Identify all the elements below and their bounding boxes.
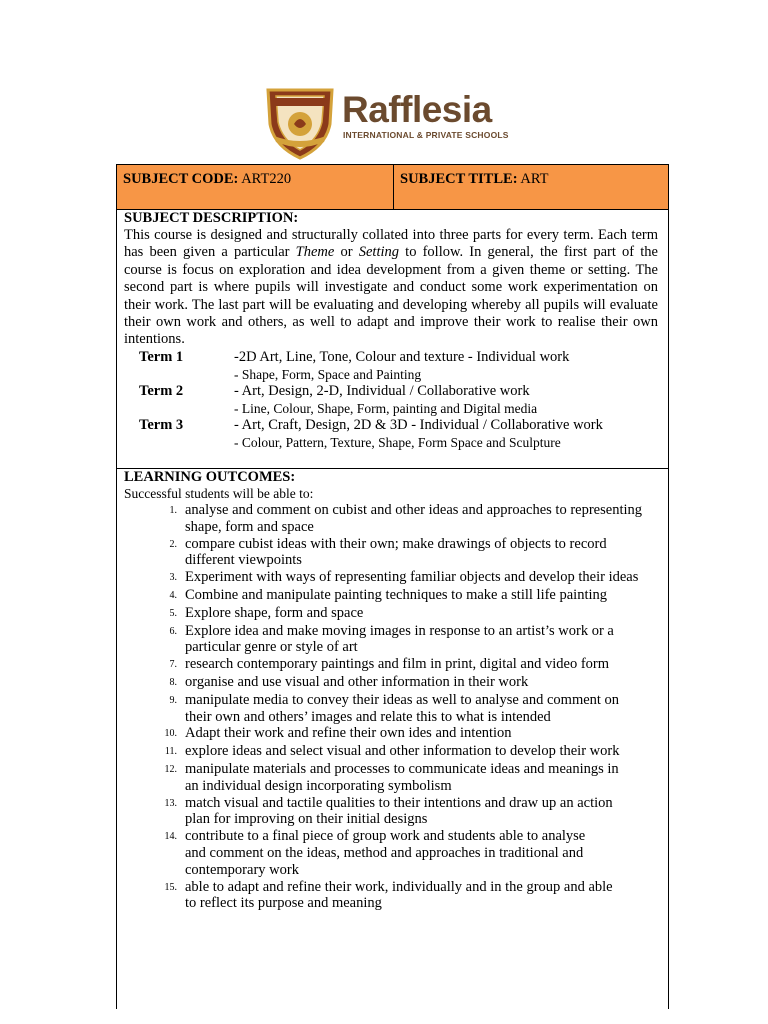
description-paragraph (124, 227, 658, 349)
outcomes-intro: Successful students will be able to: (124, 486, 314, 501)
subject-code-value: ART220 (241, 171, 292, 187)
item-number: 13. (164, 797, 177, 809)
item-text: Explore idea and make moving images in response to an artist’s work or a particular genre or style of art (185, 622, 614, 656)
list-item (124, 605, 661, 623)
subject-description-section (117, 210, 668, 469)
description-setting: Setting (358, 244, 400, 261)
item-number: 6. (169, 625, 177, 637)
learning-outcomes-section (117, 469, 668, 1009)
outcomes-heading: LEARNING OUTCOMES: (124, 469, 296, 485)
school-crest-icon (264, 84, 336, 160)
outcomes-list (124, 502, 661, 912)
term-topic: - Art, Design, 2-D, Individual / Collaborative work (234, 382, 530, 399)
term-item (124, 417, 661, 451)
brand-name: Rafflesia (342, 89, 492, 130)
item-number: 3. (169, 572, 177, 584)
item-number: 11. (164, 746, 177, 758)
term-body (234, 349, 661, 383)
term-item (124, 383, 661, 417)
term-topic: -2D Art, Line, Tone, Colour and texture - Individual work (234, 348, 570, 365)
brand-subtitle: INTERNATIONAL & PRIVATE SCHOOLS (343, 130, 509, 140)
list-item (124, 536, 661, 570)
term-list (124, 349, 661, 451)
item-text: Combine and manipulate painting techniques to make a still life painting (185, 586, 608, 603)
description-text-2: to follow. In general, the first part of the course is focus on exploration and idea development from a given theme or setting. The second part is where pupils will investigate and conduct some work experimentation on their work. The last part will be evaluating and developing whereby all pupils will evaluate their own work and others, as well to adapt and improve their work to realise their own intentions. (124, 244, 658, 348)
term-label: Term 1 (139, 348, 184, 365)
list-item (124, 623, 661, 657)
item-number: 5. (169, 607, 177, 619)
item-text: research contemporary paintings and film in print, digital and video form (185, 656, 610, 673)
item-number: 7. (169, 659, 177, 671)
item-text: contribute to a final piece of group work and students able to analyse and comment on the ideas, method and approaches in traditional and contemporary work (185, 828, 586, 878)
item-text: explore ideas and select visual and other information to develop their work (185, 743, 620, 760)
list-item (124, 879, 661, 913)
item-text: compare cubist ideas with their own; make drawings of objects to record different viewpoints (185, 535, 607, 569)
item-number: 12. (164, 763, 177, 775)
term-body (234, 417, 661, 451)
term-subtopic: - Shape, Form, Space and Painting (234, 366, 422, 382)
item-text: organise and use visual and other information in their work (185, 673, 529, 690)
term-item (124, 349, 661, 383)
term-label: Term 2 (139, 382, 184, 399)
item-number: 15. (164, 881, 177, 893)
item-number: 2. (169, 538, 177, 550)
item-text: manipulate materials and processes to communicate ideas and meanings in an individual design incorporating symbolism (185, 760, 619, 794)
item-text: manipulate media to convey their ideas as well to analyse and comment on their own and others’ images and relate this to what is intended (185, 691, 620, 725)
item-number: 8. (169, 676, 177, 688)
description-or: or (334, 244, 359, 261)
subject-title-value: ART (520, 171, 549, 187)
item-text: analyse and comment on cubist and other ideas and approaches to representing shape, form and space (185, 502, 642, 535)
term-subtopic: - Colour, Pattern, Texture, Shape, Form Space and Sculpture (234, 434, 561, 450)
list-item (124, 692, 661, 726)
subject-title-cell (394, 165, 668, 209)
list-item (124, 725, 661, 743)
item-number: 14. (164, 831, 177, 843)
list-item (124, 828, 661, 878)
list-item (124, 743, 661, 761)
list-item (124, 569, 661, 587)
list-item (124, 795, 661, 829)
item-text: match visual and tactile qualities to their intentions and draw up an action plan for improving on their initial designs (185, 794, 613, 828)
subject-code-label: SUBJECT CODE: (123, 171, 239, 187)
school-logo (264, 84, 524, 160)
term-subtopic: - Line, Colour, Shape, Form, painting and Digital media (234, 400, 538, 416)
item-number: 10. (164, 728, 177, 740)
item-text: Adapt their work and refine their own ides and intention (185, 725, 512, 742)
list-item (124, 761, 661, 795)
term-body (234, 383, 661, 417)
list-item (124, 587, 661, 605)
item-number: 1. (169, 505, 177, 516)
description-text-1: This course is designed and structurally collated into three parts for every term. Each term has been given a particular (124, 227, 658, 261)
list-item (124, 502, 661, 536)
term-label: Term 3 (139, 416, 184, 433)
list-item (124, 656, 661, 674)
item-text: able to adapt and refine their work, individually and in the group and able to reflect its purpose and meaning (185, 878, 613, 912)
item-number: 9. (169, 694, 177, 706)
item-text: Explore shape, form and space (185, 604, 364, 621)
item-text: Experiment with ways of representing familiar objects and develop their ideas (185, 569, 639, 586)
term-topic: - Art, Craft, Design, 2D & 3D - Individual / Collaborative work (234, 416, 603, 433)
description-theme: Theme (295, 244, 335, 261)
subject-header-row (117, 165, 668, 210)
subject-table (116, 164, 669, 1009)
subject-title-label: SUBJECT TITLE: (400, 171, 518, 187)
description-heading: SUBJECT DESCRIPTION: (124, 210, 299, 226)
item-number: 4. (169, 589, 177, 601)
subject-code-cell (117, 165, 394, 209)
list-item (124, 674, 661, 692)
